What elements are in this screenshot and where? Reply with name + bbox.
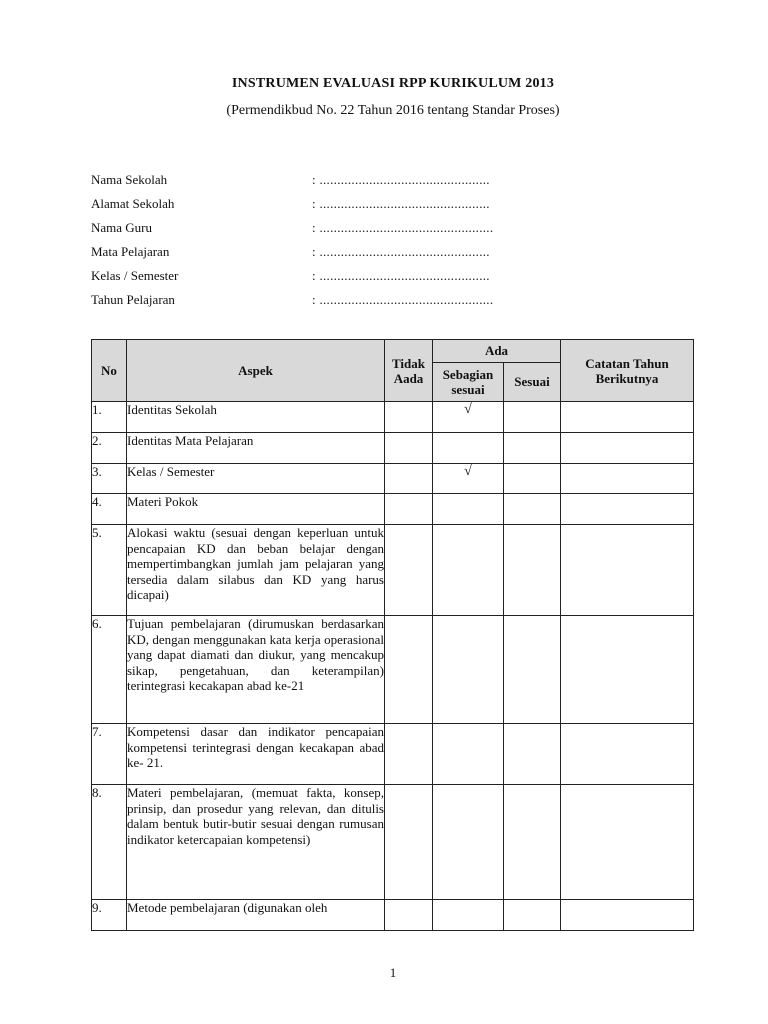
document-title: INSTRUMEN EVALUASI RPP KURIKULUM 2013 — [231, 76, 555, 91]
header-catatan: Catatan Tahun Berikutnya — [561, 340, 694, 402]
identity-row — [91, 268, 591, 292]
cell-sesuai — [504, 433, 561, 464]
table-row — [92, 785, 694, 900]
identity-value: : ................................................. — [312, 220, 494, 235]
cell-tidak-ada — [385, 402, 433, 433]
table-row — [92, 616, 694, 724]
cell-sesuai — [504, 402, 561, 433]
identity-value: : ................................................. — [312, 292, 494, 307]
cell-tidak-ada — [385, 616, 433, 724]
cell-sesuai — [504, 616, 561, 724]
cell-catatan — [561, 616, 694, 724]
header-aspek: Aspek — [127, 340, 385, 402]
identity-value: : ................................................ — [312, 196, 490, 211]
cell-catatan — [561, 433, 694, 464]
row-aspek: Materi Pokok — [127, 494, 385, 525]
cell-catatan — [561, 785, 694, 900]
row-no: 2. — [92, 433, 127, 464]
row-aspek: Identitas Sekolah — [127, 402, 385, 433]
row-aspek: Alokasi waktu (sesuai dengan keperluan untuk pencapaian KD dan beban belajar dengan mempertimbangkan jumlah jam pelajaran yang tersedia dalam silabus dan KD yang harus dicapai) — [127, 525, 385, 616]
cell-sebagian-sesuai: √ — [433, 402, 504, 433]
row-aspek: Materi pembelajaran, (memuat fakta, konsep, prinsip, dan prosedur yang relevan, dan ditulis dalam bentuk butir-butir sesuai dengan rumusan indikator ketercapaian kompetensi) — [127, 785, 385, 900]
cell-tidak-ada — [385, 525, 433, 616]
identity-row — [91, 172, 591, 196]
cell-catatan — [561, 900, 694, 931]
cell-tidak-ada — [385, 724, 433, 785]
identity-row — [91, 196, 591, 220]
identity-row — [91, 244, 591, 268]
cell-sesuai — [504, 785, 561, 900]
row-no: 9. — [92, 900, 127, 931]
table-row — [92, 464, 694, 494]
row-no: 4. — [92, 494, 127, 525]
identity-value: : ................................................ — [312, 268, 490, 283]
identity-label: Tahun Pelajaran — [91, 292, 175, 307]
identity-value: : ................................................ — [312, 244, 490, 259]
identity-row — [91, 220, 591, 244]
table-row — [92, 525, 694, 616]
cell-catatan — [561, 494, 694, 525]
header-sesuai: Sesuai — [504, 363, 561, 402]
cell-tidak-ada — [385, 785, 433, 900]
cell-tidak-ada — [385, 433, 433, 464]
row-aspek: Kompetensi dasar dan indikator pencapaian kompetensi terintegrasi dengan kecakapan abad ke- 21. — [127, 724, 385, 785]
cell-catatan — [561, 525, 694, 616]
cell-sesuai — [504, 525, 561, 616]
cell-tidak-ada — [385, 494, 433, 525]
identity-label: Nama Sekolah — [91, 172, 168, 187]
cell-sebagian-sesuai: √ — [433, 464, 504, 494]
table-row — [92, 433, 694, 464]
cell-sebagian-sesuai — [433, 616, 504, 724]
identity-section — [91, 172, 591, 316]
evaluation-table — [91, 339, 694, 931]
cell-sesuai — [504, 464, 561, 494]
header-ada: Ada — [433, 340, 561, 363]
table-row — [92, 494, 694, 525]
document-subtitle: (Permendikbud No. 22 Tahun 2016 tentang Standar Proses) — [226, 103, 560, 118]
row-aspek: Identitas Mata Pelajaran — [127, 433, 385, 464]
identity-row — [91, 292, 591, 316]
cell-sebagian-sesuai — [433, 525, 504, 616]
cell-sesuai — [504, 900, 561, 931]
cell-catatan — [561, 464, 694, 494]
table-row — [92, 402, 694, 433]
cell-sesuai — [504, 724, 561, 785]
table-row — [92, 724, 694, 785]
identity-label: Mata Pelajaran — [91, 244, 170, 259]
row-no: 1. — [92, 402, 127, 433]
header-tidak-ada: Tidak Aada — [385, 340, 433, 402]
cell-sebagian-sesuai — [433, 724, 504, 785]
cell-tidak-ada — [385, 464, 433, 494]
header-sebagian-sesuai: Sebagian sesuai — [433, 363, 504, 402]
page-number: 1 — [389, 965, 397, 980]
identity-label: Nama Guru — [91, 220, 153, 235]
row-no: 8. — [92, 785, 127, 900]
row-no: 6. — [92, 616, 127, 724]
cell-sebagian-sesuai — [433, 900, 504, 931]
cell-catatan — [561, 402, 694, 433]
cell-catatan — [561, 724, 694, 785]
cell-tidak-ada — [385, 900, 433, 931]
header-no: No — [92, 340, 127, 402]
row-no: 3. — [92, 464, 127, 494]
row-no: 5. — [92, 525, 127, 616]
identity-label: Alamat Sekolah — [91, 196, 175, 211]
identity-label: Kelas / Semester — [91, 268, 179, 283]
cell-sebagian-sesuai — [433, 494, 504, 525]
row-aspek: Metode pembelajaran (digunakan oleh — [127, 900, 385, 931]
row-no: 7. — [92, 724, 127, 785]
table-row — [92, 900, 694, 931]
cell-sesuai — [504, 494, 561, 525]
identity-value: : ................................................ — [312, 172, 490, 187]
cell-sebagian-sesuai — [433, 433, 504, 464]
cell-sebagian-sesuai — [433, 785, 504, 900]
row-aspek: Kelas / Semester — [127, 464, 385, 494]
row-aspek: Tujuan pembelajaran (dirumuskan berdasarkan KD, dengan menggunakan kata kerja operasional yang dapat diamati dan diukur, yang mencakup sikap, pengetahuan, dan keterampilan) terintegrasi kecakapan abad ke-21 — [127, 616, 385, 724]
